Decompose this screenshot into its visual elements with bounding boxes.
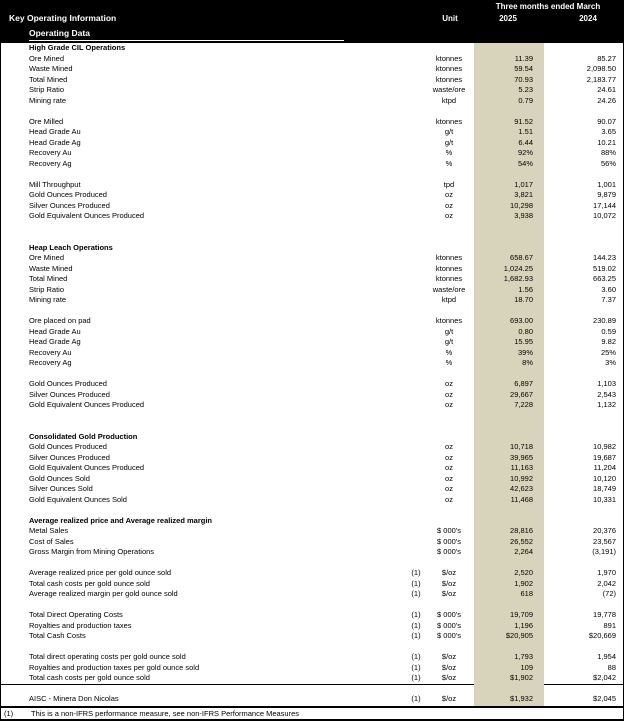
unit-cell: g/t	[444, 326, 454, 336]
table-row	[1, 400, 624, 411]
row-label: Cost of Sales	[29, 536, 74, 546]
unit-cell: ktonnes	[435, 253, 463, 262]
value-2024: $2,042	[593, 673, 616, 682]
row-label: Recovery Au	[29, 347, 72, 357]
table-row	[1, 663, 624, 674]
unit-cell: %	[445, 158, 453, 168]
row-label: Gold Ounces Sold	[29, 473, 90, 483]
footnote-ref: (1)	[411, 568, 421, 577]
row-label: AISC - Minera Don Nicolas	[29, 694, 119, 703]
spacer-row	[1, 106, 624, 117]
spacer-row	[1, 505, 624, 516]
row-label: Total Mined	[29, 274, 68, 283]
section-header-row	[1, 43, 624, 54]
footnote-text: This is a non-IFRS performance measure, see non-IFRS Performance Measures	[31, 709, 300, 718]
value-2025: 693.00	[510, 316, 533, 325]
value-2024: 10,331	[593, 494, 616, 504]
value-2025: 19,709	[510, 610, 533, 619]
unit-cell: g/t	[444, 337, 454, 346]
row-label: Consolidated Gold Production	[29, 431, 138, 441]
unit-cell: $/oz	[441, 652, 457, 661]
row-label: Total Cash Costs	[29, 631, 86, 640]
row-label: Total Mined	[29, 74, 68, 84]
row-label: Gold Equivalent Ounces Produced	[29, 463, 145, 472]
value-2024: 3.65	[601, 127, 616, 136]
table-row	[1, 474, 624, 485]
value-2024: 1,970	[597, 568, 616, 577]
unit-cell: ktpd	[441, 295, 457, 304]
table-row	[1, 579, 624, 590]
value-2025: $1,932	[510, 694, 533, 703]
row-label: Head Grade Ag	[29, 337, 81, 346]
value-2024: 663.25	[593, 274, 616, 283]
row-label: Silver Ounces Produced	[29, 200, 110, 210]
value-2025: 1,793	[514, 652, 533, 661]
unit-cell: oz	[445, 473, 453, 483]
period-label: Three months ended March	[495, 2, 601, 11]
unit-cell: $ 000's	[437, 536, 461, 546]
table-row	[1, 75, 624, 86]
table-row	[1, 463, 624, 474]
spacer-row	[1, 169, 624, 180]
spacer-row	[1, 411, 624, 422]
value-2024: 19,687	[593, 452, 616, 462]
table-row	[1, 190, 624, 201]
table-row	[1, 694, 624, 705]
value-2024: 2,098.50	[586, 64, 616, 73]
value-2025: 42,623	[510, 484, 533, 493]
row-label: Recovery Ag	[29, 158, 72, 168]
footnote-ref: (1)	[411, 610, 421, 619]
value-2024: 3.60	[601, 284, 616, 294]
table-row	[1, 85, 624, 96]
row-label: Recovery Au	[29, 148, 72, 157]
value-2024: 1,103	[597, 379, 616, 388]
unit-cell: oz	[445, 200, 453, 210]
value-2024: 891	[603, 620, 616, 630]
value-2025: 2,520	[514, 568, 533, 577]
footnote-ref: (1)	[411, 694, 421, 703]
unit-cell: %	[445, 358, 453, 367]
table-row	[1, 526, 624, 537]
unit-cell: $/oz	[441, 673, 457, 682]
unit-cell: $/oz	[441, 568, 457, 577]
row-label: Strip Ratio	[29, 284, 65, 294]
value-2025: 26,552	[510, 536, 533, 546]
value-2024: 88	[607, 662, 616, 672]
value-2025: 3,938	[514, 211, 533, 220]
unit-cell: $/oz	[441, 694, 457, 703]
unit-cell: %	[445, 347, 453, 357]
report-header	[1, 0, 624, 43]
value-2024: 18,749	[593, 484, 616, 493]
value-2024: (3,191)	[592, 547, 616, 556]
unit-cell: oz	[445, 400, 453, 409]
footnote-ref: (1)	[411, 620, 421, 630]
value-2025: 11,468	[510, 494, 533, 504]
unit-cell: ktonnes	[435, 274, 463, 283]
table-row	[1, 159, 624, 170]
value-2024: 144.23	[593, 253, 616, 262]
unit-cell: oz	[445, 494, 453, 504]
spacer-row	[1, 558, 624, 569]
footnote-ref: (1)	[411, 578, 421, 588]
value-2024: 2,543	[597, 389, 616, 399]
value-2025: 1,024.25	[503, 263, 533, 273]
footnote-ref: (1)	[411, 652, 421, 661]
value-2025: $20,905	[505, 631, 533, 640]
value-2025: 2,264	[514, 547, 533, 556]
unit-cell: ktonnes	[435, 53, 463, 63]
table-row	[1, 64, 624, 75]
value-2025: 11.39	[514, 53, 533, 63]
unit-cell: oz	[445, 379, 453, 388]
table-row	[1, 568, 624, 579]
value-2024: 2,183.77	[586, 74, 616, 84]
table-row	[1, 453, 624, 464]
value-2024: 9,879	[597, 190, 616, 199]
value-2025: 11,163	[510, 463, 533, 472]
value-2025: 658.67	[510, 253, 533, 262]
row-label: Ore Mined	[29, 253, 65, 262]
table-row	[1, 148, 624, 159]
value-2024: 7.37	[601, 295, 616, 304]
row-label: Head Grade Au	[29, 326, 81, 336]
value-2025: 91.52	[514, 116, 533, 126]
table-row	[1, 201, 624, 212]
value-2025: 0.80	[518, 326, 533, 336]
table-body	[1, 43, 624, 705]
unit-cell: oz	[445, 452, 453, 462]
value-2024: 24.26	[597, 95, 616, 105]
row-label: Gold Equivalent Ounces Produced	[29, 400, 145, 409]
value-2025: 10,718	[510, 442, 533, 451]
unit-cell: $ 000's	[437, 547, 461, 556]
table-row	[1, 316, 624, 327]
spacer-row	[1, 642, 624, 653]
row-label: Mill Throughput	[29, 179, 81, 189]
value-2024: 24.61	[597, 85, 616, 94]
page-title: Key Operating Information	[9, 13, 117, 23]
value-2025: 8%	[522, 358, 533, 367]
value-2025: 618	[520, 589, 533, 598]
value-2025: 28,816	[510, 526, 533, 535]
value-2025: 6,897	[514, 379, 533, 388]
row-label: Silver Ounces Produced	[29, 452, 110, 462]
row-label: Average realized price per gold ounce sold	[29, 568, 172, 577]
value-2024: 10,120	[593, 473, 616, 483]
value-2024: 3%	[605, 358, 616, 367]
row-label: Ore Milled	[29, 116, 64, 126]
value-2024: $2,045	[593, 694, 616, 703]
unit-cell: ktonnes	[435, 64, 463, 73]
row-label: Strip Ratio	[29, 85, 65, 94]
row-label: Total direct operating costs per gold ounce sold	[29, 652, 186, 661]
section-header-row	[1, 243, 624, 254]
row-label: Royalties and production taxes per gold ounce sold	[29, 662, 200, 672]
row-label: Mining rate	[29, 295, 67, 304]
footnote-ref: (1)	[411, 631, 421, 640]
row-label: Gold Equivalent Ounces Sold	[29, 494, 127, 504]
value-2025: 10,298	[510, 200, 533, 210]
value-2024: $20,669	[588, 631, 616, 640]
value-2024: 0.59	[601, 326, 616, 336]
table-row	[1, 358, 624, 369]
value-2024: 11,204	[593, 463, 616, 472]
value-2025: 39%	[517, 347, 533, 357]
value-2024: 10,072	[593, 211, 616, 220]
row-label: Total Direct Operating Costs	[29, 610, 123, 619]
value-2025: 1.51	[518, 127, 533, 136]
unit-cell: $ 000's	[437, 526, 461, 535]
unit-cell: $ 000's	[437, 631, 461, 640]
column-header-2024: 2024	[579, 14, 597, 23]
table-row	[1, 379, 624, 390]
value-2025: 1,682.93	[503, 274, 533, 283]
row-label: Mining rate	[29, 95, 67, 105]
value-2024: 17,144	[593, 200, 616, 210]
row-label: Gold Ounces Produced	[29, 442, 107, 451]
table-row	[1, 211, 624, 222]
table-row	[1, 138, 624, 149]
section-header-row	[1, 432, 624, 443]
unit-cell: oz	[445, 389, 453, 399]
row-label: Silver Ounces Sold	[29, 484, 93, 493]
table-row	[1, 610, 624, 621]
value-2025: $1,902	[510, 673, 533, 682]
row-label: Average realized price and Average realized margin	[29, 515, 212, 525]
table-row	[1, 285, 624, 296]
footnote-ref: (1)	[411, 673, 421, 682]
table-row	[1, 484, 624, 495]
table-row	[1, 295, 624, 306]
value-2025: 39,965	[510, 452, 533, 462]
table-row	[1, 631, 624, 642]
table-row	[1, 327, 624, 338]
unit-cell: $/oz	[441, 662, 457, 672]
value-2024: 1,001	[597, 179, 616, 189]
row-label: Total cash costs per gold ounce sold	[29, 578, 150, 588]
table-row	[1, 348, 624, 359]
unit-cell: oz	[445, 463, 453, 472]
spacer-row	[1, 222, 624, 233]
value-2025: 0.79	[518, 95, 533, 105]
footnote-bar	[1, 706, 624, 721]
unit-cell: waste/ore	[432, 85, 466, 94]
table-row	[1, 621, 624, 632]
value-2024: 519.02	[593, 263, 616, 273]
value-2025: 10,992	[510, 473, 533, 483]
unit-cell: $ 000's	[437, 610, 461, 619]
value-2025: 29,667	[510, 389, 533, 399]
unit-cell: tpd	[443, 179, 455, 189]
row-label: Ore placed on pad	[29, 316, 91, 325]
spacer-row	[1, 421, 624, 432]
section-header-row	[1, 516, 624, 527]
unit-cell: $ 000's	[437, 620, 461, 630]
table-row	[1, 537, 624, 548]
unit-cell: ktonnes	[435, 74, 463, 84]
row-label: Waste Mined	[29, 263, 73, 273]
value-2025: 3,821	[514, 190, 533, 199]
value-2024: 25%	[600, 347, 616, 357]
value-2024: 230.89	[593, 316, 616, 325]
value-2025: 6.44	[518, 137, 533, 147]
row-label: Gross Margin from Mining Operations	[29, 547, 155, 556]
spacer-row	[1, 684, 624, 695]
value-2025: 59.54	[514, 64, 533, 73]
table-row	[1, 117, 624, 128]
row-label: High Grade CIL Operations	[29, 43, 126, 52]
footnote-ref: (1)	[411, 589, 421, 598]
value-2025: 7,228	[514, 400, 533, 409]
value-2024: 20,376	[593, 526, 616, 535]
row-label: Average realized margin per gold ounce sold	[29, 589, 178, 598]
value-2024: 1,954	[597, 652, 616, 661]
table-row	[1, 264, 624, 275]
footnote-marker: (1)	[4, 709, 14, 718]
table-row	[1, 274, 624, 285]
value-2024: 23,567	[593, 536, 616, 546]
row-label: Head Grade Au	[29, 127, 81, 136]
unit-cell: oz	[445, 190, 453, 199]
unit-cell: waste/ore	[432, 284, 466, 294]
table-row	[1, 127, 624, 138]
value-2025: 109	[520, 662, 533, 672]
column-header-unit: Unit	[442, 14, 458, 23]
unit-cell: oz	[445, 442, 453, 451]
value-2025: 54%	[517, 158, 533, 168]
unit-cell: %	[445, 148, 453, 157]
value-2025: 70.93	[514, 74, 533, 84]
value-2025: 1,902	[514, 578, 533, 588]
spacer-row	[1, 232, 624, 243]
table-row	[1, 96, 624, 107]
row-label: Heap Leach Operations	[29, 242, 113, 252]
table-row	[1, 652, 624, 663]
row-label: Ore Mined	[29, 53, 65, 63]
row-label: Waste Mined	[29, 64, 73, 73]
value-2024: 2,042	[597, 578, 616, 588]
value-2024: 10.21	[597, 137, 616, 147]
row-label: Silver Ounces Produced	[29, 389, 110, 399]
value-2024: 19,778	[593, 610, 616, 619]
row-label: Gold Ounces Produced	[29, 379, 107, 388]
value-2025: 1,196	[514, 620, 533, 630]
value-2024: 9.82	[601, 337, 616, 346]
table-row	[1, 589, 624, 600]
table-row	[1, 253, 624, 264]
table-row	[1, 390, 624, 401]
unit-cell: oz	[445, 211, 453, 220]
row-label: Head Grade Ag	[29, 137, 81, 147]
section-title-operating-data: Operating Data	[29, 28, 344, 41]
value-2024: (72)	[602, 589, 616, 598]
row-label: Royalties and production taxes	[29, 620, 132, 630]
unit-cell: oz	[445, 484, 453, 493]
unit-cell: ktonnes	[435, 263, 463, 273]
value-2024: 10,982	[593, 442, 616, 451]
value-2025: 5.23	[518, 85, 533, 94]
table-row	[1, 495, 624, 506]
value-2025: 1.56	[518, 284, 533, 294]
unit-cell: ktpd	[441, 95, 457, 105]
table-row	[1, 54, 624, 65]
table-row	[1, 673, 624, 684]
table-row	[1, 442, 624, 453]
value-2024: 88%	[600, 148, 616, 157]
value-2024: 56%	[600, 158, 616, 168]
row-label: Gold Ounces Produced	[29, 190, 107, 199]
table-row	[1, 337, 624, 348]
unit-cell: ktonnes	[435, 116, 463, 126]
value-2024: 90.07	[597, 116, 616, 126]
table-row	[1, 547, 624, 558]
unit-cell: $/oz	[441, 578, 457, 588]
table-row	[1, 180, 624, 191]
value-2025: 1,017	[514, 179, 533, 189]
value-2025: 92%	[517, 148, 533, 157]
row-label: Gold Equivalent Ounces Produced	[29, 211, 145, 220]
value-2024: 1,132	[597, 400, 616, 409]
spacer-row	[1, 369, 624, 380]
value-2024: 85.27	[597, 53, 616, 63]
spacer-row	[1, 600, 624, 611]
column-header-2025: 2025	[499, 14, 517, 23]
spacer-row	[1, 306, 624, 317]
row-label: Recovery Ag	[29, 358, 72, 367]
footnote-ref: (1)	[411, 662, 421, 672]
row-label: Total cash costs per gold ounce sold	[29, 673, 150, 682]
unit-cell: $/oz	[441, 589, 457, 598]
row-label: Metal Sales	[29, 526, 69, 535]
unit-cell: g/t	[444, 127, 454, 136]
value-2025: 15.95	[514, 337, 533, 346]
unit-cell: ktonnes	[435, 316, 463, 325]
value-2025: 18.70	[514, 295, 533, 304]
unit-cell: g/t	[444, 137, 454, 147]
